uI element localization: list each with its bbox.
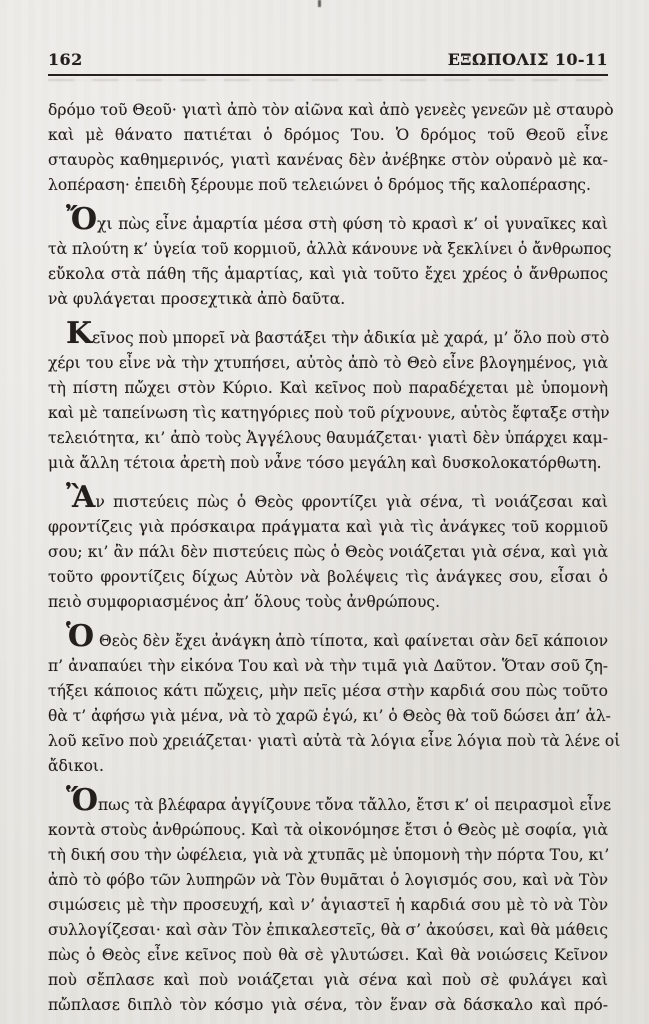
header-rule-echo	[48, 79, 608, 81]
text-line: νὰ φυλάγεται προσεχτικὰ ἀπὸ δαῦτα.	[48, 290, 346, 308]
text-line: χέρι του εἶνε νὰ τὴν χτυπήσει, αὐτὸς ἀπὸ τὸ Θεὸ εἶνε βλογημένος, γιὰ	[48, 354, 608, 372]
paragraph-3	[48, 316, 610, 476]
drop-cap-initial: Ἂ	[66, 480, 96, 515]
text-line: τοῦτο φροντίζεις δίχως Αὐτὸν νὰ βολέψεις τὶς ἀνάγκες σου, εἶσαι ὁ	[48, 568, 608, 586]
text-line	[48, 202, 608, 237]
text-line	[48, 619, 608, 654]
drop-cap-initial: Ὄ	[66, 202, 98, 237]
text-line: λοῦ κεῖνο ποὺ χρειάζεται· γιατὶ αὐτὰ τὰ λόγια εἶνε λόγια ποὺ τὰ λένε οἱ	[48, 732, 621, 750]
paragraph-1	[48, 93, 614, 198]
text-line: λοπέραση· ἐπειδὴ ξέρουμε ποῦ τελειώνει ὁ δρόμος τῆς καλοπέρασης.	[48, 176, 591, 194]
text-line: σου; κι’ ἂν πάλι δὲν πιστεύεις πὼς ὁ Θεὸς νοιάζεται γιὰ σένα, καὶ γιὰ	[48, 543, 608, 561]
text-line: τελειότητα, κι’ ἀπὸ τοὺς Ἀγγέλους θαυμάζεται· γιατὶ δὲν ὑπάρχει καμ-	[48, 429, 608, 447]
text-line: ἀπὸ τὸ φόβο τῶν λυπηρῶν νὰ Τὸν θυμᾶται ὁ λογισμός σου, καὶ νὰ Τὸν	[48, 871, 608, 889]
line-text: πως τὰ βλέφαρα ἀγγίζουνε τὄνα τἄλλο, ἔτσι κ’ οἱ πειρασμοὶ εἶνε	[98, 796, 612, 814]
line-text: εῖνος ποὺ μπορεῖ νὰ βαστάξει τὴν ἀδικία μὲ χαρά, μ’ ὅλο ποὺ στὸ	[92, 329, 610, 347]
running-title: ΕΞΩΠΟΛΙΣ 10-11	[447, 50, 608, 69]
text-line	[48, 316, 610, 351]
text-line: θὰ τ’ ἀφήσω γιὰ μένα, νὰ τὸ χαρῶ ἐγώ, κι’ ὁ Θεὸς θὰ τοῦ δώσει ἀπ’ ἀλ-	[48, 707, 611, 725]
drop-cap-initial: Ὅ	[66, 783, 98, 818]
text-line: καὶ μὲ ταπείνωση τὶς κατηγόριες ποὺ τοῦ ρίχνουνε, αὐτὸς ἔφταξε στὴν	[48, 404, 610, 422]
text-line: πὼς ὁ Θεὸς εἶνε κεῖνος ποὺ θὰ σὲ γλυτώσει. Καὶ θὰ νοιώσεις Κεῖνον	[48, 946, 608, 964]
header-rule	[48, 74, 608, 76]
text-line: τὴ δική σου τὴν ὠφέλεια, γιὰ νὰ χτυπᾶς μὲ ὑπομονὴ τὴν πόρτα Του, κι’	[48, 846, 610, 864]
text-line	[48, 93, 614, 123]
drop-cap-initial: Κ	[66, 316, 93, 351]
text-line: πειὸ συμφοριασμένος ἀπ’ ὅλους τοὺς ἀνθρώπους.	[48, 593, 441, 611]
paragraph-2	[48, 202, 612, 312]
line-text: χι πὼς εἶνε ἁμαρτία μέσα στὴ φύση τὸ κρασὶ κ’ οἱ γυναῖκες καὶ	[97, 215, 608, 233]
text-line: π’ ἀναπαύει τὴν εἰκόνα Του καὶ νὰ τὴν τιμᾶ γιὰ Δαῦτον. Ὅταν σοῦ ζη-	[48, 657, 608, 675]
paragraph-5	[48, 619, 621, 779]
text-line: μιὰ ἄλλη τέτοια ἀρετὴ ποὺ νἆνε τόσο μεγάλη καὶ δυσκολοκατόρθωτη.	[48, 454, 602, 472]
text-line: φροντίζεις γιὰ πρόσκαιρα πράγματα καὶ γιὰ τὶς ἀνάγκες τοῦ κορμιοῦ	[48, 518, 608, 536]
text-line: συλλογίζεσαι· καὶ σὰν Τὸν ἐπικαλεστεῖς, θὰ σ’ ἀκούσει, καὶ θὰ μάθεις	[48, 921, 608, 939]
text-line: ποὺ σἔπλασε καὶ ποὺ νοιάζεται γιὰ σένα καὶ ποὺ σὲ φυλάγει καὶ	[48, 971, 608, 989]
text-line	[48, 783, 612, 818]
scan-artifact	[318, 0, 321, 7]
text-line: εὔκολα στὰ πάθη τῆς ἁμαρτίας, καὶ γιὰ τοῦτο ἔχει χρέος ὁ ἄνθρωπος	[48, 265, 608, 283]
text-line: τὴ πίστη πὤχει στὸν Κύριο. Καὶ κεῖνος ποὺ παραδέχεται μὲ ὑπομονὴ	[48, 379, 608, 397]
page-header	[48, 50, 608, 69]
text-line: πὤπλασε διπλὸ τὸν κόσμο γιὰ σένα, τὸν ἕναν σὰ δάσκαλο καὶ πρό-	[48, 996, 608, 1014]
drop-cap-initial: Ὁ	[66, 619, 95, 654]
paragraph-6	[48, 783, 612, 1018]
text-line: κοντὰ στοὺς ἀνθρώπους. Καὶ τὰ οἰκονόμησε ἔτσι ὁ Θεὸς μὲ σοφία, γιὰ	[48, 821, 608, 839]
line-text: δρόμο τοῦ Θεοῦ· γιατὶ ἀπὸ τὸν αἰῶνα καὶ ἀπὸ γενεὲς γενεῶν μὲ σταυρὸ	[48, 101, 614, 119]
text-line	[48, 480, 608, 515]
paragraph-4	[48, 480, 608, 615]
text-line: σταυρὸς καθημερινός, γιατὶ κανένας δὲν ἀνέβηκε στὸν οὐρανὸ μὲ κα-	[48, 151, 608, 169]
text-line: ἄδικοι.	[48, 757, 104, 775]
text-line: καὶ μὲ θάνατο πατιέται ὁ δρόμος Του. Ὁ δρόμος τοῦ Θεοῦ εἶνε	[48, 126, 608, 144]
text-block	[48, 93, 621, 1018]
text-line: τήξει κάποιος κάτι πὤχεις, μὴν πεῖς μέσα στὴν καρδιά σου πὼς τοῦτο	[48, 682, 608, 700]
line-text: Θεὸς δὲν ἔχει ἀνάγκη ἀπὸ τίποτα, καὶ φαίνεται σὰν δεῖ κάποιον	[94, 632, 608, 650]
text-line: τὰ πλούτη κ’ ὑγεία τοῦ κορμιοῦ, ἀλλὰ κάνουνε νὰ ξεκλίνει ὁ ἄνθρωπος	[48, 240, 612, 258]
text-line: σιμώσεις μὲ τὴν προσευχή, καὶ ν’ ἁγιαστεῖ ἡ καρδιά σου μὲ τὸ νὰ Τὸν	[48, 896, 608, 914]
line-text: ν πιστεύεις πὼς ὁ Θεὸς φροντίζει γιὰ σένα, τὶ νοιάζεσαι καὶ	[95, 493, 608, 511]
page-number: 162	[48, 50, 83, 69]
